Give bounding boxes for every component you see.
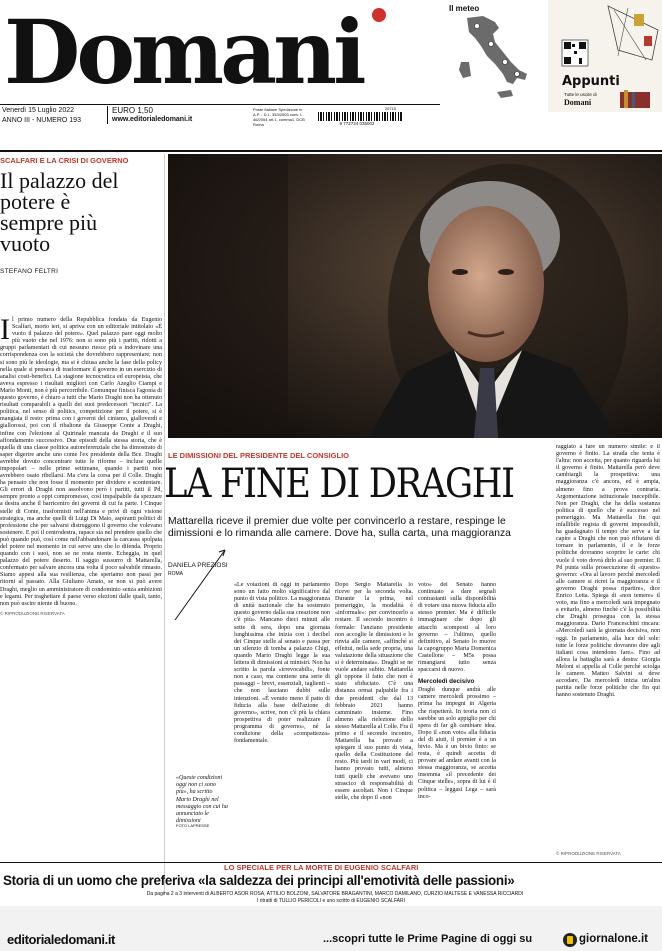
giornalone-link[interactable]: giornalone.it: [579, 933, 648, 945]
main-col-3-bottom: Draghi dunque andrà alle camere mercoledì prossimo – prima ha impegni in Algeria che rispetterà. In teoria non ci sarebbe un solo appiglio per chi spera di far gli cambiare idea. Dopo il «non voto» alla fiducia del di aiuti, il premier è a un bivio. Ma è un bivio finto: se resta, è quindi accetta di provare ad andare avanti con la stessa maggioranza, se accetta insomma «il precedente dei Cinque stelle», sopra di lui è il politica – leggasi Lega – sarà inco-: [418, 687, 496, 800]
barcode-digits: 9 772724 035002: [339, 121, 375, 126]
footer-promo-text: ...scopri tutte le Prime Pagine di oggi su: [323, 933, 533, 945]
left-author: STEFANO FELTRI: [0, 268, 59, 275]
appunti-brand: Domani: [564, 98, 592, 107]
issue-date: [2, 107, 102, 125]
caption-credit: FOTO LAPRESSE: [176, 823, 210, 828]
footer-site-link[interactable]: editorialedomani.it: [7, 932, 115, 947]
main-col-3-top: voto» del Senato hanno continuato a dare segnali contrastanti sulla disponibilità di votare una nuova fiducia allo stesso premier. Ma è difficile immaginare che dopo gli attacchi scomposti al loro governo – l'ultimo, quello definitivo, al Senato lo muove la capogruppo Maria Domenica Castellone – M5s possa rimangiarsi tutto senza spaccarsi di nuovo.: [418, 582, 496, 674]
footer-bar: [0, 898, 662, 951]
main-author: DANIELA PREZIOSI: [168, 562, 228, 569]
price-block: [112, 107, 222, 124]
meteo-box[interactable]: [447, 0, 539, 112]
giornalone-logo-icon: [563, 933, 577, 947]
main-headline[interactable]: LA FINE DI DRAGHI: [164, 461, 514, 507]
barcode-bars: [318, 112, 402, 121]
main-col-2: Dopo Sergio Mattarella lo riceve per la seconda volta. Durante la prima, nel pomeriggio, la modalità è «informale»: per convincerlo a restare. Il secondo incontro è formale: l'anziano presidente non accoglie le dimissioni e lo rinvia alle camere, «affinché si effettui, nella sede propria, una valutazione della situazione che si è determinata». Draghi se ne vuole andare subito. Mattarella gli oppone il fatto che non è stato sfiduciato. C'è una distanza ormai palpabile fra i due presidenti che dal 13 febbraio 2021 hanno camminato insieme. Fino almeno alla rielezione dello stesso Mattarella al Colle. Fra il primo e il secondo incontro, Mattarella ha provato a spiegare il suo punto di vista, quello della Costituzione del resto. Più tardi in vari modi, ci hanno provato tutti, almeno tutti quelli che avevano uno strascico di responsabilità di essere ascoltati. Non i Cinque stelle, che dopo il «non: [335, 582, 413, 801]
left-kicker: SCALFARI E LA CRISI DI GOVERNO: [0, 156, 129, 165]
main-col-3: [418, 582, 496, 854]
draghi-photo[interactable]: [168, 154, 662, 438]
main-col-1: «Le votazioni di oggi in parlamento sono un fatto molto significativo dal punto di vista politico. La maggioranza di unità nazionale che ha sostenuto questo governo dalla sua creazione non c'è più». Mancano dieci minuti alle sette di sera, dopo una giornata lunghissima che inizia con i decibel dei Cinque stelle al senato e passa per un silenzio di tomba a palazzo Chigi, quando Mario Draghi legge la sua lettera di dimissioni ai ministri. Non ha scritto la parola «irrevocabili», fonte non a caso, ma contiene una serie di passaggi – brevi, essenziali, taglienti – che non lasciano dubbi sulle intenzioni. «È venuto meno il patto di fiducia alla base dell'azione di governo», scrive, non c'è più la chiara prospettiva di poter realizzare il programma di governo», né la condizione della «compattezza» fondamentale.: [234, 582, 330, 745]
caption-arrow-icon: [173, 546, 231, 626]
header-rule: [0, 150, 662, 152]
barcode-top: 20715: [384, 106, 396, 111]
masthead-rule: [0, 104, 440, 105]
main-kicker: LE DIMISSIONI DEL PRESIDENTE DEL CONSIGLIO: [168, 451, 349, 460]
left-article: [0, 156, 162, 616]
logo-dot-icon: [372, 8, 386, 22]
appunti-title: Appunti: [562, 74, 620, 89]
barcode: [312, 106, 402, 126]
column-divider: [164, 154, 165, 894]
newspaper-logo[interactable]: Domani: [4, 0, 363, 104]
left-body-wrap: [0, 313, 162, 608]
main-location: ROMA: [168, 571, 183, 577]
special-kicker: LO SPECIALE PER LA MORTE DI EUGENIO SCALFARI: [224, 863, 419, 872]
main-deck: Mattarella riceve il premier due volte per convincerlo a restare, respinge le dimissioni e lo rimanda alle camere. Dove ha, sulla carta, una maggioranza: [168, 516, 511, 540]
issue-number: ANNO III - NUMERO 193: [2, 117, 81, 124]
main-subhead: Mercoledì decisivo: [418, 678, 475, 686]
special-byline-2: I ritratti di TULLIO PERICOLI e uno scritto di EUGENIO SCALFARI: [0, 898, 662, 906]
main-col-4: raggiato a fare un numero simile: e il governo è finito. La strada che tenta è l'altra: non accetta, per quanto riguarda lui il governo è finito. Mattarella però deve cambiargli la prospettiva: una maggioranza c'è ancora, ed è ampia, almeno fino a prova contraria. Argomentazione istituzionale inecepibile. Non per Draghi, che ha della sostanza politica di quello che è successo nel pomeriggio. Ma Mattarella fin qui infallibile regista di governi impossibili, ha guadagnato il tempo che serve a far capire a Draghi che non può rifiutarsi di tornare in parlamento, il e le forze politiche dovranno scoprire le carte: chi vuole il voto dovrà dirlo al suo premier. Il Pd punta sulla prosecuzione di «questo» governo: «Ora al lavoro perché mercoledì alle camere si ricrei la maggioranza e il governo Draghi possa ripartire», dice Enrico Letta. Spiega di «non temere» il voto, ma fino a mercoledì sarà impegnato a evitarlo, almeno finché c'è la possibilità che Draghi prosegua con la stessa maggioranza. Dario Franceschini rincara: «Mercoledì sarà la giornata decisiva, non oggi. In parlamento, alla luce del sole: tutte le forze politiche dovranno dire agli italiani cosa intendono fare». Fino ad allora la battaglia sarà a destra: Giorgia Meloni si appella al Colle perché sciolga le camere. Matteo Salvini si deve accodare. Da mercoledì inizia un'altra partita nelle forze politiche che fin qui hanno sostenuto Draghi.: [556, 444, 660, 699]
website-link[interactable]: www.editorialedomani.it: [112, 116, 193, 123]
left-copyright: © RIPRODUZIONE RISERVATA: [0, 610, 65, 616]
main-copyright: © RIPRODUZIONE RISERVATA: [556, 851, 621, 856]
drop-cap: I: [0, 313, 10, 346]
price-text: EURO 1,50: [112, 106, 153, 115]
postal-note: Poste Italiane Spedizione in A.P. - D.L. 353/2003 conv. L. 46/2004 art.1, comma1, DCB Roma: [253, 107, 305, 127]
meteo-label: Il meteo: [449, 4, 480, 13]
left-headline[interactable]: Il palazzo del potere è sempre più vuoto: [0, 168, 119, 256]
italy-map-icon: [447, 12, 537, 108]
draghi-portrait-icon: [168, 154, 662, 438]
appunti-subtitle: Tutte le uscite di: [564, 92, 597, 97]
appunti-promo[interactable]: [548, 0, 662, 112]
special-headline[interactable]: Storia di un uomo che preferiva «la saldezza dei principi all'emotività delle passioni»: [3, 873, 515, 888]
date-text: Venerdì 15 Luglio 2022: [2, 107, 75, 114]
strip-divider: [107, 106, 108, 124]
photo-caption: «Queste condizioni oggi non ci sono più», ha scritto Mario Draghi nel messaggio con cui ha annunciato le dimissioni: [176, 775, 228, 825]
left-body: l primo numero della Repubblica fondata da Eugenio Scalfari, morto ieri, si apriva con un editoriale intitolato «È vuoto il palazzo del potere». Quel palazzo pare oggi molto più vuoto che nel 1976: non si sono più i partiti, ridotti a gruppi parlamentari di cui nessuno riesce più a indovinare una corrispondenza con la società che dovrebbero rappresentare; non si sono più le ideologie, ma si è chiusa anche la fase della policy nella quale si pensava di trasformare il governo in un esercizio di analisi costi-benefici. La stagione tecnocratica ed europeista, che aveva espresso i risultati migliori con Carlo Azeglio Ciampi e Mario Monti, non è più percorribile. Comunque finisca l'agonia di questo governo, è chiaro a tutti che Mario Draghi non ha ottenuto risultati comparabili a quelli dei suoi predecessori "tecnici". La politica, nel senso di politics, competizione per il potere, si è mangiata il resto: prima con i governi del cinismo, gialloverdi e giallorossi, poi con il ribaltone da Giuseppe Conte a Draghi, infine con l'elezione al Quirinale mancata da Draghi e il suo affondamento successivo. Due episodi della stessa storia, che è quella di una classe politica autoreferenziale che ha dimostrato di saper digerire anche uno come l'ex presidente della Bce. Draghi avrebbe dovuto concentrare tutte le riforme – incluse quelle impopolari – nelle prime settimane, quando i partiti non avrebbero osato ribellarsi. Ma c'era la corsa per il Colle. Draghi ha pensato che non fosse il momento per dividere e scontentare. Gli errori di Draghi non assolvono però i partiti, tutti il Pd, sempre pronto a oppi compromesso, così impalpabile da spezzare a destra anche il barricentro dei governi di cui fa parte. I Cinque stelle di Conte, trasformisti nell'anima e privi di ogni visione strategica, ma anche quelli di Luigi Di Maio, aspiranti politici di professione che per salvarsi distruggono il governo che volevano sostenere. E poi il centrodestra, rapace sia nel prendere quello che può quando può, così come nell'abbandonare la carcassa spolpata del potere nel momento in cui serve uno che lo difenda. Proprio quando con i suoi, non se ne resta niente. Echeggia, in quel palazzo del potere deserto. Il saggio sussurro di Mattarella, confermato per salvare ancora una volta il poco salvabile rimasto. Siamo appesi alla sua resilienza, che speriamo non passi per ritorni al passato. Alla Giuliano Amato, se non si può avere Draghi, meglio un amministratore di condominio senza ambizioni e legami. Per traghettare il paese verso elezioni dalle quali, tanto, non può uscire niente di buono.: [0, 317, 162, 607]
special-byline: Da pagina 2 a 3 interventi di ALBERTO ASOR ROSA, ATTILIO BOLZONI, SALVATORE BRAGANTINI, MARCO DAMILANO, CURZIO MALTESE E VANESSA RICCIARDI: [146, 891, 524, 897]
